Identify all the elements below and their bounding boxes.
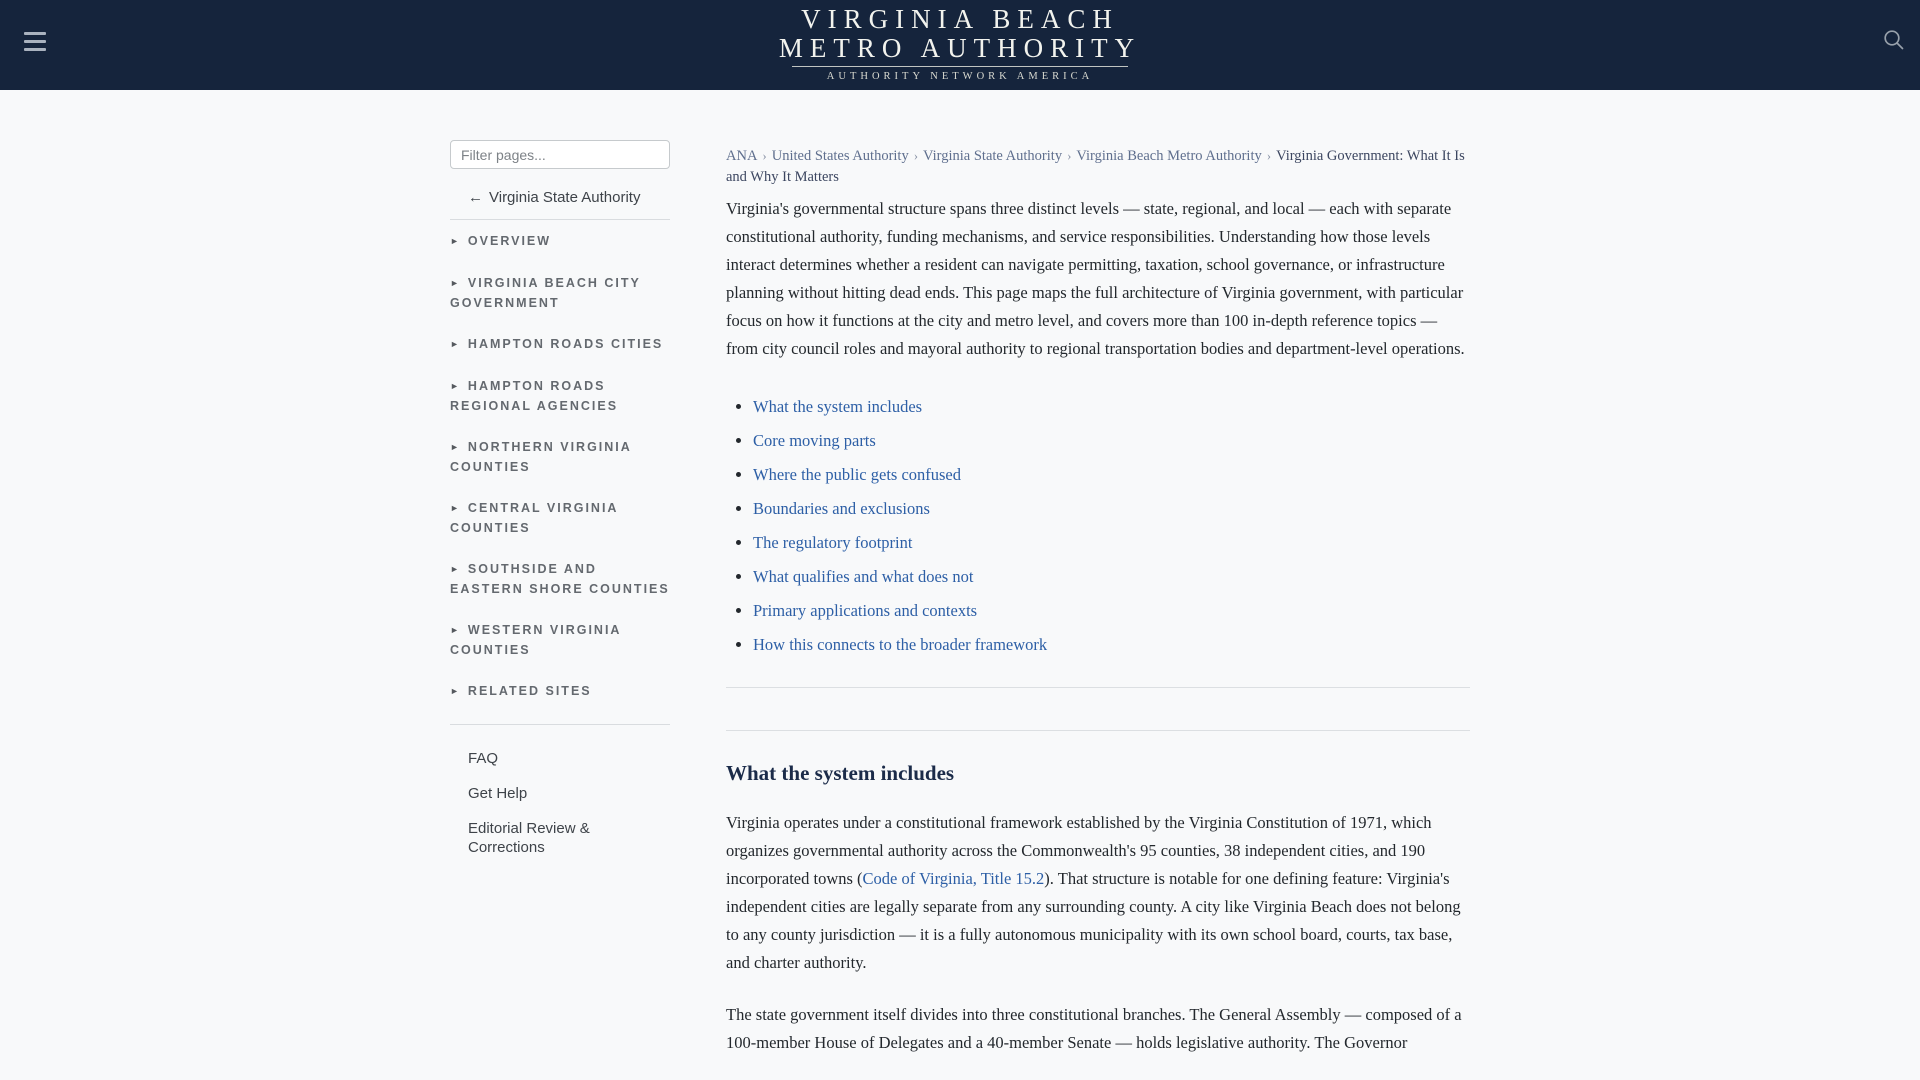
breadcrumb-separator: › <box>1266 148 1272 163</box>
list-item <box>753 563 1470 591</box>
magnifier-glyph <box>1882 28 1906 52</box>
sidebar-section-label: HAMPTON ROADS REGIONAL AGENCIES <box>450 379 619 413</box>
sidebar-section-virginia-beach-city-government[interactable] <box>450 274 670 313</box>
section-heading: What the system includes <box>726 761 955 785</box>
sidebar-section-label: RELATED SITES <box>467 684 592 698</box>
toc-link-where-the-public-gets-confused[interactable]: Where the public gets confused <box>753 465 962 484</box>
sidebar-section-overview[interactable] <box>450 232 670 252</box>
triangle-right-icon: ► <box>450 686 461 696</box>
list-item <box>753 529 1470 557</box>
toc-link-core-moving-parts[interactable]: Core moving parts <box>753 431 876 450</box>
back-to-parent-link[interactable] <box>468 189 670 206</box>
toc-link-what-the-system-includes[interactable]: What the system includes <box>753 397 923 416</box>
sidebar-section-hampton-roads-regional-agencies[interactable] <box>450 377 670 416</box>
sidebar-section-northern-virginia-counties[interactable] <box>450 438 670 477</box>
toc-link-boundaries-and-exclusions[interactable]: Boundaries and exclusions <box>753 499 930 518</box>
triangle-right-icon: ► <box>450 503 461 513</box>
triangle-right-icon: ► <box>450 236 461 246</box>
paragraph-text: ). That structure is notable for one defining feature: Virginia's independent cities are legally separate from any surrounding county. A city like Virginia Beach does not belong to any county jurisdiction — it is a fully autonomous municipality with its own school board, courts, tax base, and charter authority. <box>726 869 1461 972</box>
site-title-line2: METRO AUTHORITY <box>778 33 1142 63</box>
breadcrumb <box>726 145 1470 188</box>
list-item <box>753 461 1470 489</box>
left-arrow-icon: ← <box>468 189 483 206</box>
breadcrumb-current-page: Virginia Government: What It Is and Why It Matters <box>726 148 1465 185</box>
triangle-right-icon: ► <box>450 442 461 452</box>
faq-link[interactable]: FAQ <box>468 750 499 767</box>
toc-link-how-this-connects-to-the-broader-framework[interactable]: How this connects to the broader framework <box>753 635 1048 654</box>
toc-link-what-qualifies-and-what-does-not[interactable]: What qualifies and what does not <box>753 567 974 586</box>
list-item <box>753 393 1470 421</box>
table-of-contents <box>753 393 1470 659</box>
sidebar-section-label: NORTHERN VIRGINIA COUNTIES <box>450 440 632 474</box>
section-paragraph-1 <box>726 809 1470 977</box>
page-layout <box>450 90 1470 1057</box>
triangle-right-icon: ► <box>450 339 461 349</box>
sidebar-section-label: WESTERN VIRGINIA COUNTIES <box>450 623 621 657</box>
sidebar-section-southside-and-eastern-shore-counties[interactable] <box>450 560 670 599</box>
sidebar <box>450 90 670 873</box>
masthead-divider <box>792 66 1128 67</box>
triangle-right-icon: ► <box>450 381 461 391</box>
editorial-review-link[interactable]: Editorial Review & Corrections <box>468 820 590 856</box>
sidebar-section-label: OVERVIEW <box>467 234 552 248</box>
search-icon[interactable] <box>1880 26 1908 57</box>
breadcrumb-separator: › <box>913 148 919 163</box>
back-link-label: Virginia State Authority <box>489 189 641 206</box>
sidebar-section-label: VIRGINIA BEACH CITY GOVERNMENT <box>450 276 641 310</box>
app-header <box>0 0 1920 90</box>
article-main <box>726 90 1470 1057</box>
sidebar-section-related-sites[interactable] <box>450 682 670 702</box>
sidebar-section-hampton-roads-cities[interactable] <box>450 335 670 355</box>
list-item <box>753 597 1470 625</box>
site-title-line1: VIRGINIA BEACH <box>801 4 1119 34</box>
sidebar-section-label: SOUTHSIDE AND EASTERN SHORE COUNTIES <box>450 562 670 596</box>
sidebar-section-central-virginia-counties[interactable] <box>450 499 670 538</box>
list-item <box>753 495 1470 523</box>
section-divider <box>726 687 1470 688</box>
breadcrumb-link-united-states-authority[interactable]: United States Authority <box>771 148 909 164</box>
filter-pages-input[interactable] <box>450 140 670 169</box>
code-of-virginia-link[interactable]: Code of Virginia, Title 15.2 <box>862 869 1045 888</box>
sidebar-section-western-virginia-counties[interactable] <box>450 621 670 660</box>
breadcrumb-separator: › <box>762 148 767 163</box>
get-help-link[interactable]: Get Help <box>468 785 528 802</box>
list-item <box>753 631 1470 659</box>
breadcrumb-separator: › <box>1067 148 1072 163</box>
triangle-right-icon: ► <box>450 564 461 574</box>
toc-link-primary-applications-and-contexts[interactable]: Primary applications and contexts <box>753 601 978 620</box>
site-masthead <box>0 5 1920 82</box>
breadcrumb-link-ana[interactable]: ANA <box>726 148 758 164</box>
sidebar-section-label: HAMPTON ROADS CITIES <box>467 337 664 351</box>
triangle-right-icon: ► <box>450 278 461 288</box>
intro-paragraph: Virginia's governmental structure spans three distinct levels — state, regional, and local — each with separate constitutional authority, funding mechanisms, and service responsibilities. Understanding how those levels interact determines whether a resident can navigate permitting, taxation, school governance, or infrastructure planning without hitting dead ends. This page maps the full architecture of Virginia government, with particular focus on how it functions at the city and metro level, and covers more than 100 in-depth reference topics — from city council roles and mayoral authority to regional transportation bodies and department-level operations. <box>726 199 1465 358</box>
section-paragraph-2: The state government itself divides into three constitutional branches. The General Assembly — composed of a 100-member House of Delegates and a 40-member Senate — holds legislative authority. The Governor <box>726 1005 1462 1052</box>
sidebar-footer-links <box>450 725 670 857</box>
sidebar-section-label: CENTRAL VIRGINIA COUNTIES <box>450 501 618 535</box>
site-tagline: AUTHORITY NETWORK AMERICA <box>826 71 1094 82</box>
paragraph-text: Virginia operates under a constitutional framework established by the Virginia Constitution of 1971, which organizes governmental authority across the Commonwealth's 95 counties, 38 independent cities, and 190 incorporated towns ( <box>726 813 1432 888</box>
triangle-right-icon: ► <box>450 625 461 635</box>
breadcrumb-link-virginia-beach-metro-authority[interactable]: Virginia Beach Metro Authority <box>1076 148 1262 164</box>
sidebar-sections-nav <box>450 220 670 702</box>
toc-link-the-regulatory-footprint[interactable]: The regulatory footprint <box>753 533 913 552</box>
list-item <box>753 427 1470 455</box>
section-divider <box>726 730 1470 731</box>
breadcrumb-link-virginia-state-authority[interactable]: Virginia State Authority <box>923 148 1063 164</box>
